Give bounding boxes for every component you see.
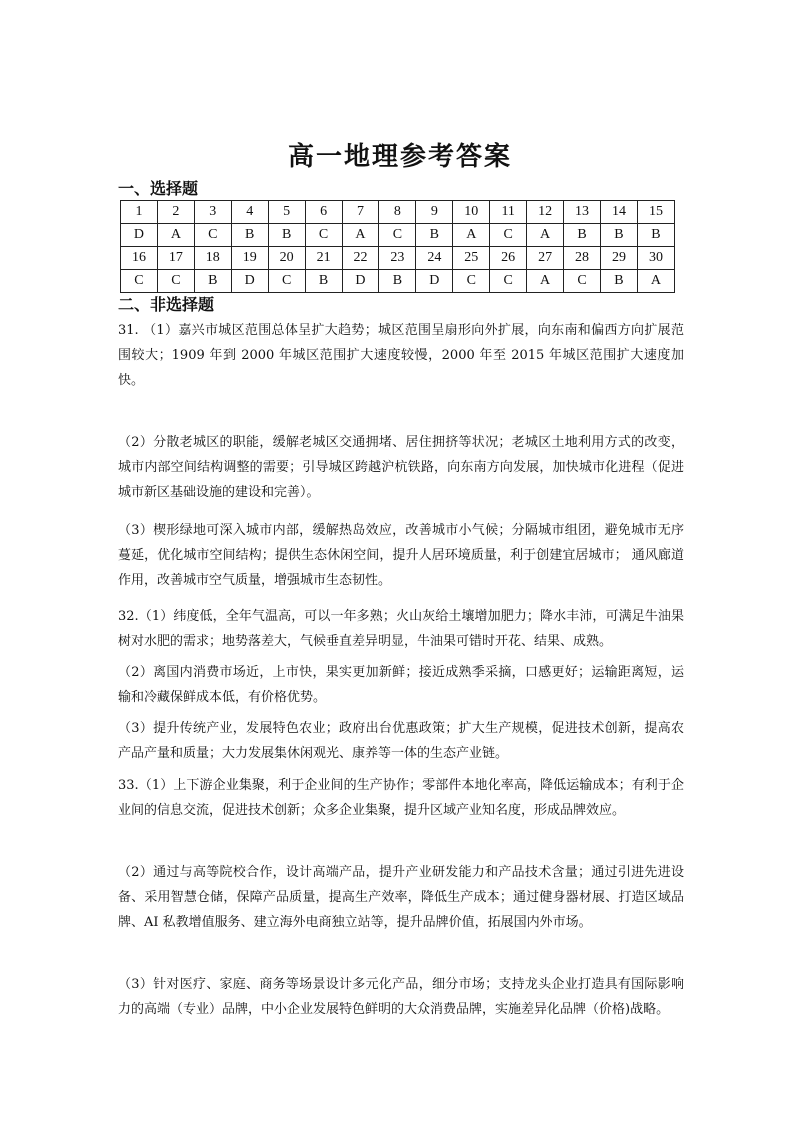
answer-q33-part3: （3）针对医疗、家庭、商务等场景设计多元化产品，细分市场；支持龙头企业打造具有国际影响力的高端（专业）品牌，中小企业发展特色鲜明的大众消费品牌，实施差异化品牌（价格)战略。 bbox=[118, 977, 684, 1017]
table-cell: 16 bbox=[121, 247, 158, 270]
table-cell: A bbox=[527, 270, 564, 293]
table-cell: C bbox=[157, 270, 194, 293]
table-cell: 24 bbox=[416, 247, 453, 270]
table-cell: 25 bbox=[453, 247, 490, 270]
section-heading-non-choice: 二、非选择题 bbox=[118, 295, 215, 314]
answer-q31-part3: （3）楔形绿地可深入城市内部，缓解热岛效应，改善城市小气候；分隔城市组团，避免城市无序蔓延，优化城市空间结构；提供生态休闲空间，提升人居环境质量，利于创建宜居城市； 通风廊道作用，改善城市空气质量，增强城市生态韧性。 bbox=[118, 523, 684, 588]
table-cell: 5 bbox=[268, 201, 305, 224]
answer-q32-part2: （2）离国内消费市场近，上市快，果实更加新鲜；接近成熟季采摘，口感更好；运输距离短，运输和冷藏保鲜成本低，有价格优势。 bbox=[118, 665, 684, 705]
section-heading-multiple-choice: 一、选择题 bbox=[118, 179, 199, 198]
table-cell: D bbox=[342, 270, 379, 293]
answer-key-table bbox=[120, 200, 675, 293]
table-cell: 20 bbox=[268, 247, 305, 270]
table-cell: 7 bbox=[342, 201, 379, 224]
table-cell: B bbox=[231, 224, 268, 247]
table-cell: D bbox=[231, 270, 268, 293]
table-cell: 17 bbox=[157, 247, 194, 270]
table-cell: B bbox=[564, 224, 601, 247]
table-cell: A bbox=[157, 224, 194, 247]
answer-q32-part1: 32.（1）纬度低，全年气温高，可以一年多熟；火山灰给土壤增加肥力；降水丰沛，可满足牛油果树对水肥的需求；地势落差大，气候垂直差异明显，牛油果可错时开花、结果、成熟。 bbox=[118, 609, 684, 649]
table-cell: 19 bbox=[231, 247, 268, 270]
table-row-answers bbox=[121, 224, 675, 247]
table-cell: 12 bbox=[527, 201, 564, 224]
table-cell: C bbox=[490, 270, 527, 293]
table-cell: B bbox=[379, 270, 416, 293]
table-cell: 28 bbox=[564, 247, 601, 270]
table-cell: B bbox=[600, 224, 637, 247]
table-cell: B bbox=[416, 224, 453, 247]
table-cell: 4 bbox=[231, 201, 268, 224]
table-cell: 6 bbox=[305, 201, 342, 224]
table-cell: C bbox=[121, 270, 158, 293]
answer-q31-part2: （2）分散老城区的职能，缓解老城区交通拥堵、居住拥挤等状况；老城区土地利用方式的改变，城市内部空间结构调整的需要；引导城区跨越沪杭铁路，向东南方向发展，加快城市化进程（促进城市新区基础设施的建设和完善）。 bbox=[118, 435, 684, 500]
answer-q32-part3: （3）提升传统产业，发展特色农业；政府出台优惠政策；扩大生产规模，促进技术创新，提高农产品产量和质量；大力发展集休闲观光、康养等一体的生态产业链。 bbox=[118, 721, 684, 761]
table-cell: 15 bbox=[637, 201, 674, 224]
table-cell: D bbox=[121, 224, 158, 247]
table-cell: 9 bbox=[416, 201, 453, 224]
table-cell: C bbox=[453, 270, 490, 293]
table-cell: 30 bbox=[637, 247, 674, 270]
table-cell: B bbox=[194, 270, 231, 293]
table-cell: 21 bbox=[305, 247, 342, 270]
table-cell: 23 bbox=[379, 247, 416, 270]
table-cell: 10 bbox=[453, 201, 490, 224]
table-cell: 26 bbox=[490, 247, 527, 270]
table-cell: A bbox=[342, 224, 379, 247]
answer-q33-part1: 33.（1）上下游企业集聚，利于企业间的生产协作；零部件本地化率高，降低运输成本；有利于企业间的信息交流，促进技术创新；众多企业集聚，提升区域产业知名度，形成品牌效应。 bbox=[118, 778, 684, 818]
table-cell: C bbox=[564, 270, 601, 293]
table-cell: C bbox=[305, 224, 342, 247]
table-cell: B bbox=[637, 224, 674, 247]
table-cell: 8 bbox=[379, 201, 416, 224]
table-cell: 3 bbox=[194, 201, 231, 224]
table-cell: 2 bbox=[157, 201, 194, 224]
table-cell: C bbox=[194, 224, 231, 247]
page-title: 高一地理参考答案 bbox=[287, 142, 512, 172]
table-row-question-numbers bbox=[121, 247, 675, 270]
table-row-answers bbox=[121, 270, 675, 293]
table-cell: C bbox=[379, 224, 416, 247]
table-cell: B bbox=[305, 270, 342, 293]
table-cell: 22 bbox=[342, 247, 379, 270]
table-row-question-numbers bbox=[121, 201, 675, 224]
answer-q33-part2: （2）通过与高等院校合作，设计高端产品，提升产业研发能力和产品技术含量；通过引进先进设备、采用智慧仓储，保障产品质量，提高生产效率，降低生产成本；通过健身器材展、打造区域品牌、AI 私教增值服务、建立海外电商独立站等，提升品牌价值，拓展国内外市场。 bbox=[118, 865, 684, 930]
table-cell: 27 bbox=[527, 247, 564, 270]
table-cell: 1 bbox=[121, 201, 158, 224]
answer-q31-part1: 31. （1）嘉兴市城区范围总体呈扩大趋势；城区范围呈扇形向外扩展，向东南和偏西方向扩展范围较大；1909 年到 2000 年城区范围扩大速度较慢，2000 年至 2015 年城区范围扩大速度加快。 bbox=[118, 323, 684, 388]
table-cell: B bbox=[600, 270, 637, 293]
table-cell: B bbox=[268, 224, 305, 247]
table-cell: 18 bbox=[194, 247, 231, 270]
table-cell: C bbox=[268, 270, 305, 293]
table-cell: A bbox=[527, 224, 564, 247]
table-cell: D bbox=[416, 270, 453, 293]
table-cell: 13 bbox=[564, 201, 601, 224]
table-cell: 11 bbox=[490, 201, 527, 224]
table-cell: 14 bbox=[600, 201, 637, 224]
table-cell: 29 bbox=[600, 247, 637, 270]
table-cell: A bbox=[637, 270, 674, 293]
table-cell: C bbox=[490, 224, 527, 247]
table-cell: A bbox=[453, 224, 490, 247]
